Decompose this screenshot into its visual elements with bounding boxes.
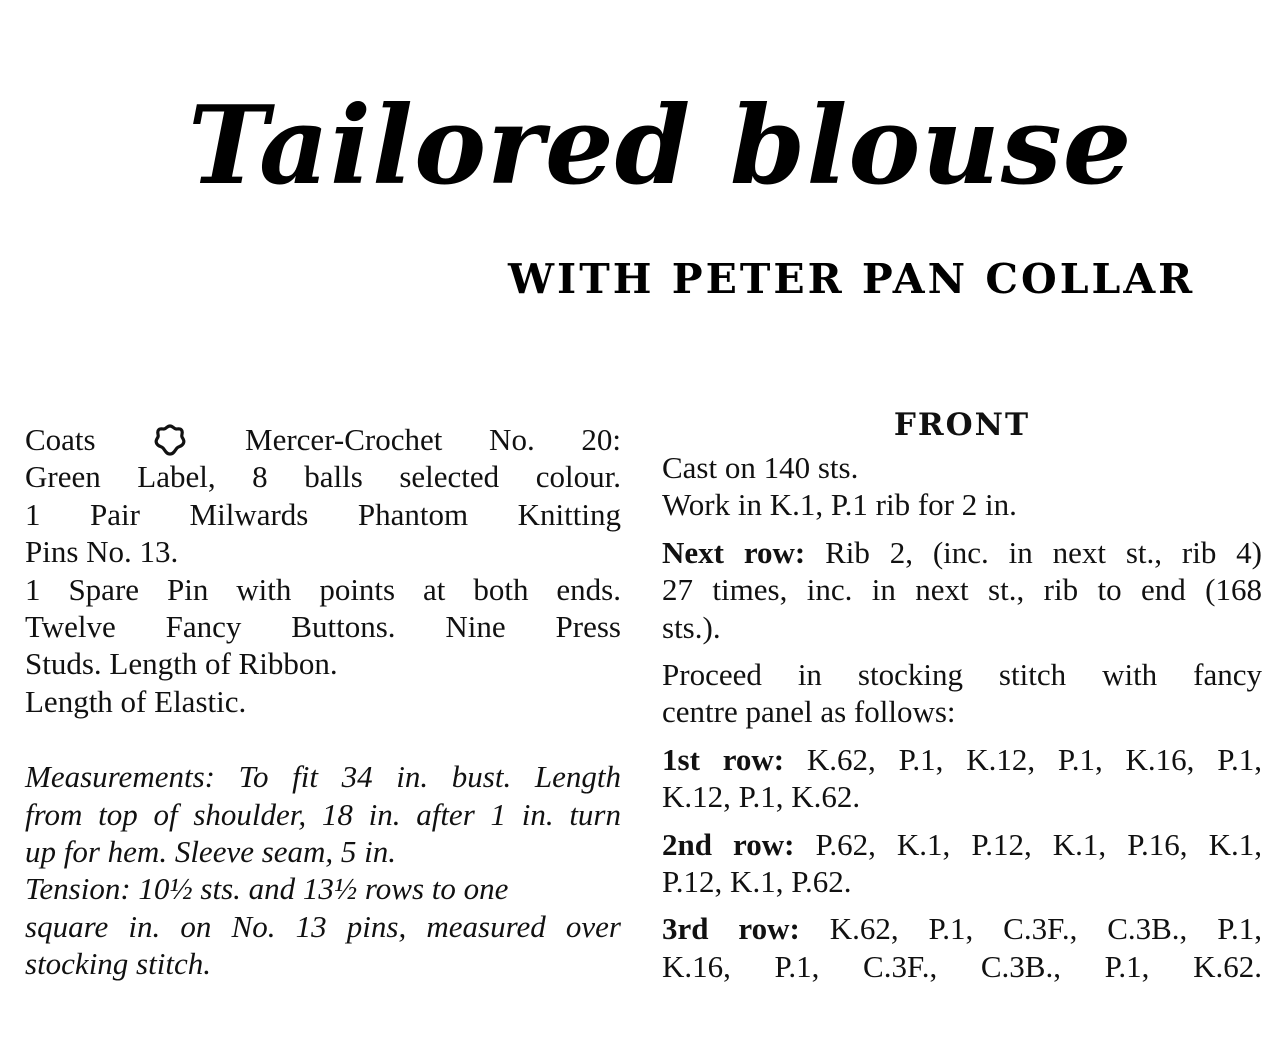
specs-line: up for hem. Sleeve seam, 5 in. <box>25 834 397 870</box>
page-subtitle: WITH PETER PAN COLLAR <box>508 255 1196 303</box>
specs-line: square in. on No. 13 pins, measured over <box>25 908 621 944</box>
next-row-instruction <box>662 534 1262 646</box>
specs-line: Tension: 10½ sts. and 13½ rows to one <box>25 871 509 907</box>
instruction-text: K.62, P.1, C.3F., C.3B., P.1, <box>829 911 1262 947</box>
materials-first-line <box>25 421 621 458</box>
materials-line: Pins No. 13. <box>25 534 179 570</box>
cast-on-instruction <box>662 449 1262 524</box>
instruction-line: sts.). <box>662 609 721 645</box>
instruction-line: 27 times, inc. in next st., rib to end (168 <box>662 572 1262 608</box>
coats-chain-logo-icon <box>152 422 188 458</box>
instruction-line: Cast on 140 sts. <box>662 450 859 485</box>
thread-name: Mercer-Crochet No. 20: <box>245 422 622 457</box>
instruction-line: Work in K.1, P.1 rib for 2 in. <box>662 487 1017 523</box>
instruction-line: P.12, K.1, P.62. <box>662 864 852 900</box>
instruction-line: centre panel as follows: <box>662 694 956 730</box>
specs-line: from top of shoulder, 18 in. after 1 in. turn <box>25 796 621 832</box>
row-label: 3rd row: <box>662 911 800 947</box>
instruction-text: P.62, K.1, P.12, K.1, P.16, K.1, <box>815 826 1262 862</box>
proceed-instruction <box>662 656 1262 731</box>
materials-line: 1 Pair Milwards Phantom Knitting <box>25 496 621 532</box>
section-heading-front: FRONT <box>893 407 1031 443</box>
row-label: 1st row: <box>662 741 785 777</box>
row-instruction-2 <box>662 826 1262 901</box>
instruction-line: K.12, P.1, K.62. <box>662 779 861 815</box>
row-instruction-3 <box>662 910 1262 985</box>
materials-line: Studs. Length of Ribbon. <box>25 646 338 682</box>
row-instruction-1 <box>662 741 1262 816</box>
specs-line: Measurements: To fit 34 in. bust. Length <box>25 759 621 795</box>
brand-name: Coats <box>25 422 96 457</box>
materials-column <box>25 421 621 983</box>
row-label: Next row: <box>662 534 806 570</box>
materials-line: Twelve Fancy Buttons. Nine Press <box>25 609 621 645</box>
materials-line: Green Label, 8 balls selected colour. <box>25 459 621 495</box>
row-label: 2nd row: <box>662 826 795 862</box>
instruction-text: Rib 2, (inc. in next st., rib 4) <box>825 534 1263 570</box>
instruction-text: K.62, P.1, K.12, P.1, K.16, P.1, <box>806 741 1263 777</box>
front-column <box>662 405 1262 985</box>
specs-block <box>25 758 621 982</box>
specs-line: stocking stitch. <box>25 946 211 982</box>
materials-line: 1 Spare Pin with points at both ends. <box>25 571 621 607</box>
instruction-line: K.16, P.1, C.3F., C.3B., P.1, K.62. <box>662 948 1262 984</box>
instruction-line: Proceed in stocking stitch with fancy <box>662 657 1262 693</box>
page-title: Tailored blouse <box>188 83 1133 209</box>
materials-line: Length of Elastic. <box>25 683 247 719</box>
